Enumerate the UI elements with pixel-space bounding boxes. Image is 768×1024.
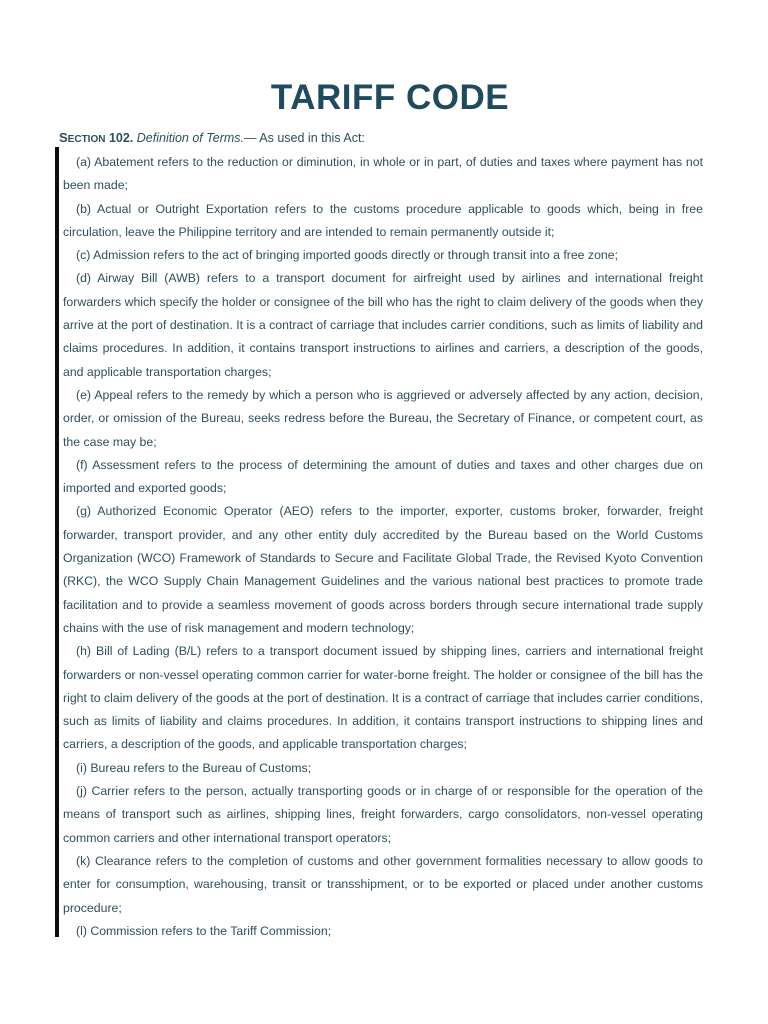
definition-paragraph: (c) Admission refers to the act of bringing imported goods directly or through transit into a free zone;: [76, 248, 619, 263]
definition-paragraph: (d) Airway Bill (AWB) refers to a transport document for airfreight used by airlines and international freight forwarders which specify the holder or consignee of the bill who has the right to claim delivery of the goods when they arrive at the port of destination. It is a contract of carriage that includes carrier conditions, such as limits of liability and claims procedures. In addition, it contains transport instructions to airlines and carriers, a description of the goods, and applicable transportation charges;: [63, 271, 703, 379]
definition-paragraph: (l) Commission refers to the Tariff Commission;: [76, 923, 332, 938]
section-heading: [59, 130, 365, 145]
definition-paragraph: (g) Authorized Economic Operator (AEO) refers to the importer, exporter, customs broker, forwarder, freight forwarder, transport provider, and any other entity duly accredited by the Bureau based on the World Customs Organization (WCO) Framework of Standards to Secure and Facilitate Global Trade, the Revised Kyoto Convention (RKC), the WCO Supply Chain Management Guidelines and the various national best practices to promote trade facilitation and to provide a seamless movement of goods across borders through secure international trade supply chains with the use of risk management and modern technology;: [63, 504, 703, 635]
section-term-heading: Definition of Terms.: [136, 131, 244, 145]
definition-paragraph: (e) Appeal refers to the remedy by which a person who is aggrieved or adversely affected by any action, decision, order, or omission of the Bureau, seeks redress before the Bureau, the Secretary of Finance, or competent court, as the case may be;: [63, 387, 703, 449]
document-title: TARIFF CODE: [270, 78, 510, 117]
definition-paragraph: (k) Clearance refers to the completion of customs and other government formalities necessary to allow goods to enter for consumption, warehousing, transit or transshipment, or to be exported or placed under another customs procedure;: [63, 853, 703, 915]
definition-paragraph: (j) Carrier refers to the person, actually transporting goods or in charge of or responsible for the operation of the means of transport such as airlines, shipping lines, freight forwarders, cargo consolidators, non-vessel operating common carriers and other international transport operators;: [63, 784, 703, 845]
definition-paragraph: (i) Bureau refers to the Bureau of Customs;: [76, 760, 312, 775]
section-lead-text: — As used in this Act:: [244, 131, 365, 145]
definition-paragraph: (b) Actual or Outright Exportation refers to the customs procedure applicable to goods which, being in free circulation, leave the Philippine territory and are intended to remain permanently outside it;: [63, 201, 703, 239]
section-number: 102.: [108, 131, 134, 145]
change-bar: [55, 147, 59, 937]
definition-paragraph: (h) Bill of Lading (B/L) refers to a transport document issued by shipping lines, carriers and international freight forwarders or non-vessel operating common carrier for water-borne freight. The holder or consignee of the bill has the right to claim delivery of the goods at the port of destination. It is a contract of carriage that includes carrier conditions, such as limits of liability and claims procedures. In addition, it contains transport instructions to shipping lines and carriers, a description of the goods, and applicable transportation charges;: [63, 644, 703, 752]
definitions-body: [63, 151, 703, 943]
definition-paragraph: (a) Abatement refers to the reduction or diminution, in whole or in part, of duties and taxes where payment has not been made;: [63, 155, 703, 193]
definition-paragraph: (f) Assessment refers to the process of determining the amount of duties and taxes and other charges due on imported and exported goods;: [63, 457, 703, 496]
section-label-rest: ECTION: [67, 134, 106, 145]
section-label-initial: S: [59, 130, 68, 145]
